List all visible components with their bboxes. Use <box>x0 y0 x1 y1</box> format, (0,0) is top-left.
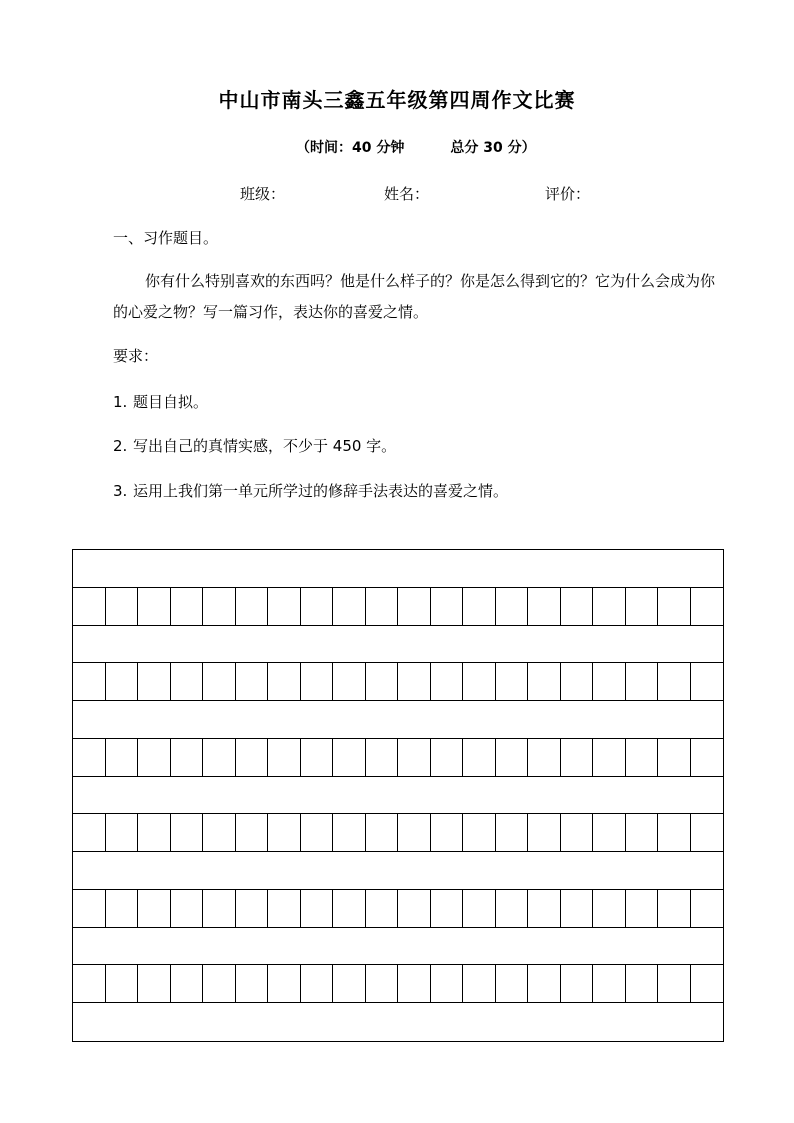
requirement-text: 运用上我们第一单元所学过的修辞手法表达的喜爱之情。 <box>133 482 509 500</box>
grid-cell[interactable] <box>626 890 659 927</box>
grid-cell[interactable] <box>528 739 561 776</box>
grid-cell[interactable] <box>138 663 171 700</box>
grid-cell[interactable] <box>431 814 464 851</box>
writing-grid[interactable] <box>72 549 724 1042</box>
grid-cell[interactable] <box>398 814 431 851</box>
grid-cell[interactable] <box>171 814 204 851</box>
grid-cell[interactable] <box>333 739 366 776</box>
requirements-heading: 要求： <box>113 347 159 365</box>
grid-cell[interactable] <box>496 814 529 851</box>
grid-cell[interactable] <box>138 588 171 625</box>
grid-cell[interactable] <box>301 814 334 851</box>
grid-cell[interactable] <box>73 965 106 1002</box>
grid-cell[interactable] <box>626 739 659 776</box>
grid-cell[interactable] <box>496 739 529 776</box>
page-title: 中山市南头三鑫五年级第四周作文比赛 <box>218 88 576 112</box>
grid-cell[interactable] <box>463 663 496 700</box>
grid-cell[interactable] <box>268 814 301 851</box>
grid-cell[interactable] <box>431 739 464 776</box>
grid-cell[interactable] <box>398 965 431 1002</box>
exam-time-score <box>296 137 536 157</box>
grid-cell[interactable] <box>593 814 626 851</box>
grid-cell[interactable] <box>626 814 659 851</box>
grid-spacer-row <box>73 701 723 739</box>
grid-cell[interactable] <box>333 588 366 625</box>
grid-cell[interactable] <box>106 814 139 851</box>
grid-cell[interactable] <box>561 739 594 776</box>
grid-cell[interactable] <box>431 663 464 700</box>
grid-cell[interactable] <box>301 739 334 776</box>
grid-cell[interactable] <box>431 965 464 1002</box>
grid-cell[interactable] <box>333 814 366 851</box>
grid-cell[interactable] <box>171 588 204 625</box>
grid-cell[interactable] <box>561 588 594 625</box>
grid-cell[interactable] <box>626 588 659 625</box>
grid-cell[interactable] <box>398 663 431 700</box>
grid-cell[interactable] <box>366 739 399 776</box>
grid-cell[interactable] <box>333 663 366 700</box>
grid-spacer-row <box>73 626 723 664</box>
grid-cell[interactable] <box>171 890 204 927</box>
essay-prompt: 你有什么特别喜欢的东西吗？他是什么样子的？你是怎么得到它的？它为什么会成为你的心爱之物？写一篇习作，表达你的喜爱之情。 <box>113 272 716 321</box>
grid-cell[interactable] <box>106 890 139 927</box>
grid-cell[interactable] <box>496 663 529 700</box>
grid-cell[interactable] <box>561 814 594 851</box>
requirement-number: 3. <box>113 482 128 500</box>
grid-cell[interactable] <box>593 663 626 700</box>
grid-cell-row <box>73 814 723 852</box>
requirement-item <box>113 435 396 456</box>
grid-cell[interactable] <box>366 588 399 625</box>
grid-cell[interactable] <box>366 965 399 1002</box>
grid-cell[interactable] <box>171 739 204 776</box>
grid-cell[interactable] <box>171 965 204 1002</box>
grid-cell[interactable] <box>301 965 334 1002</box>
grid-cell[interactable] <box>268 739 301 776</box>
grid-cell[interactable] <box>658 663 691 700</box>
grid-cell[interactable] <box>333 965 366 1002</box>
grid-cell[interactable] <box>561 890 594 927</box>
grid-cell[interactable] <box>171 663 204 700</box>
grid-cell[interactable] <box>268 588 301 625</box>
grid-cell[interactable] <box>626 663 659 700</box>
grid-spacer-row <box>73 928 723 966</box>
grid-cell[interactable] <box>593 739 626 776</box>
grid-cell[interactable] <box>496 588 529 625</box>
grid-cell[interactable] <box>106 965 139 1002</box>
grid-cell[interactable] <box>366 890 399 927</box>
requirement-item <box>113 480 508 501</box>
grid-cell[interactable] <box>463 890 496 927</box>
grid-cell[interactable] <box>268 965 301 1002</box>
grid-cell[interactable] <box>463 739 496 776</box>
grid-cell[interactable] <box>366 814 399 851</box>
grid-cell[interactable] <box>593 965 626 1002</box>
grid-spacer-row <box>73 777 723 815</box>
grid-cell[interactable] <box>463 588 496 625</box>
grid-cell[interactable] <box>106 588 139 625</box>
grid-cell[interactable] <box>463 814 496 851</box>
section-heading: 一、习作题目。 <box>113 229 219 247</box>
grid-cell[interactable] <box>561 965 594 1002</box>
time-info: （时间：40 分钟 <box>296 140 405 156</box>
requirement-number: 2. <box>113 437 128 455</box>
grid-cell[interactable] <box>333 890 366 927</box>
grid-cell[interactable] <box>268 663 301 700</box>
grid-cell[interactable] <box>496 890 529 927</box>
grid-cell[interactable] <box>398 739 431 776</box>
grid-cell[interactable] <box>431 890 464 927</box>
grid-cell[interactable] <box>528 890 561 927</box>
requirement-text: 题目自拟。 <box>133 393 209 411</box>
grid-cell[interactable] <box>561 663 594 700</box>
grid-cell[interactable] <box>106 739 139 776</box>
grid-cell[interactable] <box>73 663 106 700</box>
grid-cell[interactable] <box>301 663 334 700</box>
grid-cell[interactable] <box>138 890 171 927</box>
grid-cell-row <box>73 739 723 777</box>
grid-cell[interactable] <box>626 965 659 1002</box>
grid-cell[interactable] <box>366 663 399 700</box>
grid-cell[interactable] <box>593 588 626 625</box>
grid-cell[interactable] <box>463 965 496 1002</box>
grid-cell[interactable] <box>73 739 106 776</box>
grid-cell[interactable] <box>236 965 269 1002</box>
grid-cell[interactable] <box>593 890 626 927</box>
grid-cell[interactable] <box>431 588 464 625</box>
grid-cell[interactable] <box>236 588 269 625</box>
requirement-number: 1. <box>113 393 128 411</box>
grid-cell[interactable] <box>658 739 691 776</box>
grid-cell[interactable] <box>658 814 691 851</box>
grid-cell[interactable] <box>73 588 106 625</box>
grid-cell-row <box>73 965 723 1003</box>
grid-cell-row <box>73 663 723 701</box>
grid-cell[interactable] <box>138 814 171 851</box>
name-label: 姓名： <box>384 185 430 203</box>
requirement-item <box>113 391 208 412</box>
score-info: 总分 30 分） <box>450 140 536 156</box>
grid-cell[interactable] <box>658 890 691 927</box>
grid-cell[interactable] <box>268 890 301 927</box>
grid-cell[interactable] <box>203 814 236 851</box>
grid-cell[interactable] <box>398 588 431 625</box>
grid-spacer-row <box>73 852 723 890</box>
class-label: 班级： <box>240 185 286 203</box>
grid-cell[interactable] <box>236 739 269 776</box>
requirement-text: 写出自己的真情实感，不少于 450 字。 <box>133 437 397 455</box>
grid-cell[interactable] <box>138 965 171 1002</box>
grid-cell[interactable] <box>73 814 106 851</box>
grid-cell[interactable] <box>203 588 236 625</box>
evaluation-label: 评价： <box>545 185 591 203</box>
grid-cell[interactable] <box>496 965 529 1002</box>
grid-cell[interactable] <box>528 814 561 851</box>
grid-cell[interactable] <box>73 890 106 927</box>
grid-cell[interactable] <box>236 663 269 700</box>
grid-cell[interactable] <box>658 965 691 1002</box>
grid-cell[interactable] <box>203 739 236 776</box>
grid-cell-row <box>73 890 723 928</box>
grid-cell[interactable] <box>528 588 561 625</box>
grid-cell[interactable] <box>106 663 139 700</box>
grid-cell[interactable] <box>236 890 269 927</box>
grid-cell[interactable] <box>203 965 236 1002</box>
grid-cell[interactable] <box>138 739 171 776</box>
grid-cell-row <box>73 588 723 626</box>
grid-spacer-row <box>73 550 723 588</box>
grid-cell[interactable] <box>203 890 236 927</box>
grid-cell[interactable] <box>203 663 236 700</box>
grid-cell[interactable] <box>528 965 561 1002</box>
grid-cell[interactable] <box>528 663 561 700</box>
grid-cell[interactable] <box>658 588 691 625</box>
grid-cell[interactable] <box>301 588 334 625</box>
grid-cell[interactable] <box>301 890 334 927</box>
grid-cell[interactable] <box>236 814 269 851</box>
grid-spacer-row <box>73 1003 723 1041</box>
grid-cell[interactable] <box>398 890 431 927</box>
